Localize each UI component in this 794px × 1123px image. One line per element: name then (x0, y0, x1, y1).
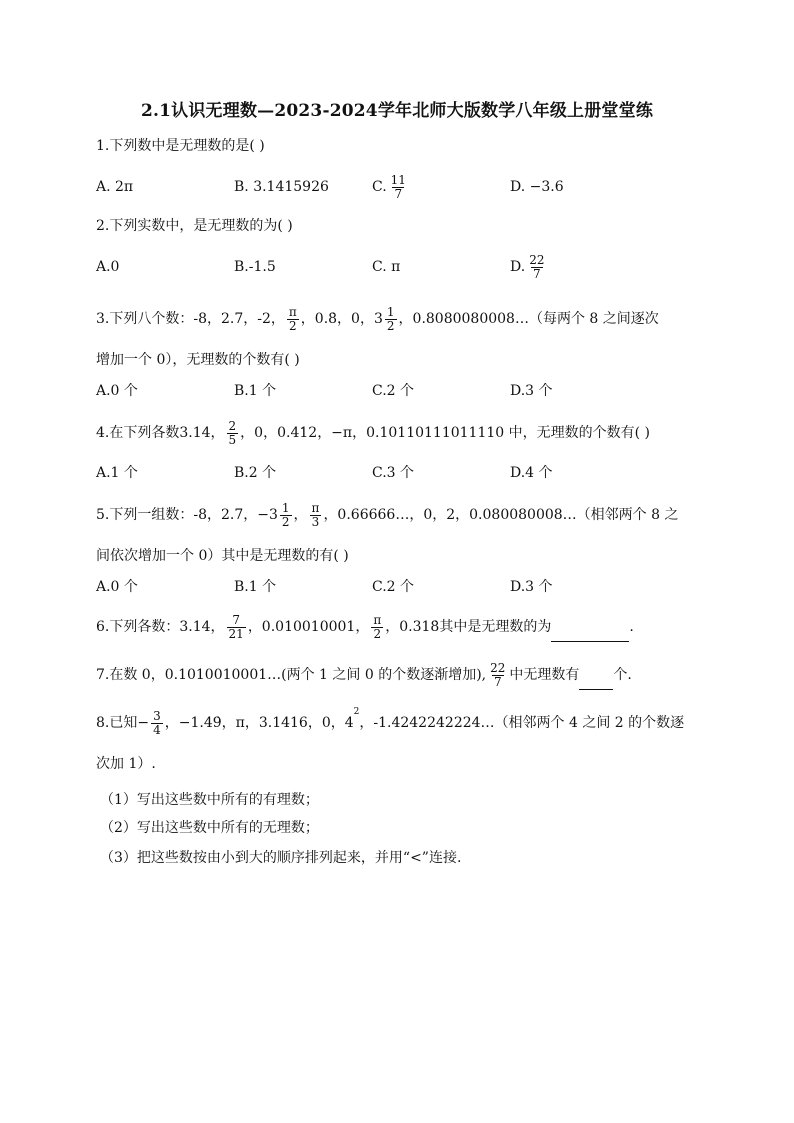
q1-option-a: A. 2π (96, 179, 134, 195)
fraction: $\frac{22}{7}$ (490, 660, 506, 689)
q3-option-a: A.0 个 (96, 383, 138, 399)
q4-option-d: D.4 个 (510, 465, 553, 481)
q1-option-c: C. $\frac{11}{7}$ (372, 172, 406, 201)
q3-option-c: C.2 个 (372, 383, 415, 399)
question-3-stem: 3.下列八个数：-8，2.7，-2， $\frac{\pi}{2}$ ，0.8̇，0，3 $\frac{1}{2}$ ，0.8080080008…（每两个 8 之间逐次 (96, 304, 659, 333)
question-7-stem: 7.在数 0，0.1010010001…(两个 1 之间 0 的个数逐渐增加), $\frac{22}{7}$ 中无理数有 个. (96, 660, 632, 689)
fraction: $\frac{11}{7}$ (390, 172, 406, 201)
question-8-stem-cont: 次加 1）. (96, 756, 156, 772)
q2-option-a: A.0 (96, 259, 120, 275)
answer-blank[interactable] (551, 625, 629, 642)
q2-option-b: B.-1.5 (234, 259, 276, 275)
page-title: 2.1认识无理数—2023-2024学年北师大版数学八年级上册堂堂练 (140, 101, 654, 121)
question-1-stem: 1.下列数中是无理数的是( ) (96, 138, 265, 154)
fraction: $\frac{7}{21}$ (228, 612, 244, 641)
q4-option-c: C.3 个 (372, 465, 415, 481)
q3-option-b: B.1 个 (234, 383, 277, 399)
q8-subquestion-3: （3）把这些数按由小到大的顺序排列起来，并用“<”连接. (100, 850, 462, 866)
q3-option-d: D.3 个 (510, 383, 553, 399)
fraction: $\frac{\pi}{2}$ (373, 612, 382, 641)
answer-blank[interactable] (579, 673, 613, 690)
q5-option-c: C.2 个 (372, 579, 415, 595)
question-8-stem: 8.已知− $\frac{3}{4}$ ，−1.4̇9̇，π，3.1416，0，$4^2$，-1.4242242224…（相邻两个 4 之间 2 的个数逐 (96, 707, 685, 737)
question-4-stem: 4.在下列各数3.14， $\frac{2}{5}$ ，0，0.4· 12，−π，0.10110111011110 中，无理数的个数有( ) (96, 418, 650, 448)
q5-option-d: D.3 个 (510, 579, 553, 595)
q2-option-d: D. $\frac{22}{7}$ (510, 252, 545, 281)
fraction: $\frac{1}{2}$ (386, 304, 395, 333)
question-3-stem-cont: 增加一个 0），无理数的个数有( ) (96, 352, 300, 368)
q1-option-d: D. −3.6 (510, 179, 564, 195)
fraction: $\frac{2}{5}$ (228, 418, 237, 447)
fraction: $\frac{1}{2}$ (281, 500, 290, 529)
fraction: $\frac{3}{4}$ (153, 708, 161, 737)
exponent: 2 (353, 707, 360, 717)
fraction: $\frac{22}{7}$ (529, 252, 545, 281)
question-5-stem-cont: 间依次增加一个 0）其中是无理数的有( ) (96, 548, 349, 564)
fraction: $\frac{\pi}{3}$ (311, 500, 320, 529)
question-2-stem: 2.下列实数中，是无理数的为( ) (96, 218, 293, 234)
q8-subquestion-2: （2）写出这些数中所有的无理数； (100, 820, 319, 836)
q4-option-b: B.2 个 (234, 465, 277, 481)
q1-option-b: B. 3.1415926 (234, 179, 329, 195)
q5-option-a: A.0 个 (96, 579, 138, 595)
q4-option-a: A.1 个 (96, 465, 138, 481)
q5-option-b: B.1 个 (234, 579, 277, 595)
fraction: $\frac{\pi}{2}$ (288, 304, 297, 333)
q2-option-c: C. π (372, 259, 401, 275)
repeating-digits: · 12 (299, 425, 317, 441)
question-5-stem: 5.下列一组数：-8，2.7，−3 $\frac{1}{2}$ ， $\frac{\pi}{3}$ ，0.66666…，0，2，0.080080008…（相邻两个 8 之 (96, 500, 679, 529)
q8-subquestion-1: （1）写出这些数中所有的有理数； (100, 792, 319, 808)
question-6-stem: 6.下列各数：3.14， $\frac{7}{21}$ ，0.010010001， $\frac{\pi}{2}$ ，0.318̇其中是无理数的为 . (96, 612, 634, 641)
